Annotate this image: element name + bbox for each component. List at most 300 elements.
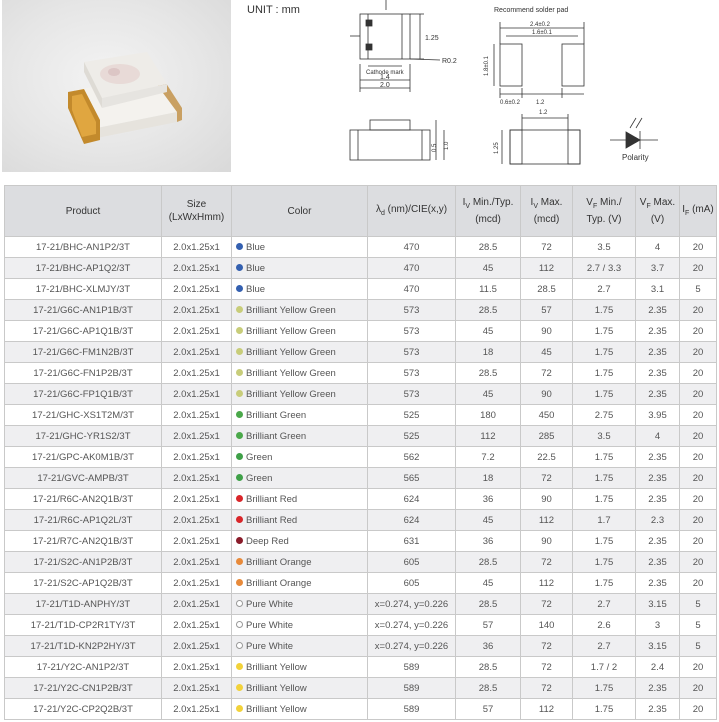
- dim-2-0: 2.0: [380, 82, 390, 89]
- cell-iv-min-typ: 57: [456, 615, 521, 636]
- cell-vf-max: 2.35: [636, 363, 680, 384]
- cell-product: 17-21/Y2C-CP2Q2B/3T: [5, 699, 162, 720]
- table-row: [5, 405, 717, 426]
- cell-iv-max: 72: [521, 636, 573, 657]
- cell-color: [232, 237, 368, 258]
- dim-1-4: 1.4: [380, 74, 390, 81]
- cell-iv-max: 90: [521, 489, 573, 510]
- color-label: Brilliant Green: [246, 409, 307, 421]
- color-dot-icon: [236, 537, 243, 544]
- cell-product: 17-21/GHC-YR1S2/3T: [5, 426, 162, 447]
- cell-wavelength: 525: [368, 426, 456, 447]
- cell-wavelength: 573: [368, 300, 456, 321]
- color-label: Deep Red: [246, 535, 289, 547]
- cell-iv-max: 90: [521, 531, 573, 552]
- cell-wavelength: 573: [368, 384, 456, 405]
- cell-vf-min-typ: 2.75: [573, 405, 636, 426]
- cell-size: 2.0x1.25x1: [162, 657, 232, 678]
- table-row: [5, 342, 717, 363]
- cell-iv-min-typ: 45: [456, 510, 521, 531]
- cell-size: 2.0x1.25x1: [162, 258, 232, 279]
- cell-iv-min-typ: 28.5: [456, 363, 521, 384]
- cell-iv-min-typ: 45: [456, 321, 521, 342]
- cell-vf-min-typ: 1.75: [573, 321, 636, 342]
- header-color: Color: [232, 186, 368, 237]
- cell-vf-max: 2.35: [636, 552, 680, 573]
- cell-wavelength: 573: [368, 363, 456, 384]
- cell-iv-max: 28.5: [521, 279, 573, 300]
- cell-product: 17-21/S2C-AP1Q2B/3T: [5, 573, 162, 594]
- cell-if: 20: [680, 468, 717, 489]
- cell-iv-min-typ: 112: [456, 426, 521, 447]
- cell-iv-min-typ: 36: [456, 489, 521, 510]
- cell-product: 17-21/Y2C-CN1P2B/3T: [5, 678, 162, 699]
- cell-vf-max: 2.35: [636, 489, 680, 510]
- cell-vf-min-typ: 1.75: [573, 489, 636, 510]
- table-row: [5, 279, 717, 300]
- cell-iv-min-typ: 7.2: [456, 447, 521, 468]
- cell-vf-max: 2.35: [636, 447, 680, 468]
- cell-color: [232, 426, 368, 447]
- color-label: Blue: [246, 283, 266, 295]
- dim-1-8: 1.8±0.1: [484, 56, 490, 76]
- color-label: Brilliant Yellow Green: [246, 346, 336, 358]
- cell-color: [232, 552, 368, 573]
- cell-iv-min-typ: 11.5: [456, 279, 521, 300]
- dim-2-4: 2.4±0.2: [530, 22, 550, 28]
- cell-iv-min-typ: 28.5: [456, 552, 521, 573]
- cell-vf-min-typ: 2.7: [573, 636, 636, 657]
- cell-wavelength: 470: [368, 279, 456, 300]
- cell-color: [232, 573, 368, 594]
- color-label: Brilliant Yellow: [246, 703, 307, 715]
- table-row: [5, 447, 717, 468]
- recommend-solder-pad-label: Recommend solder pad: [494, 7, 569, 14]
- cell-iv-min-typ: 28.5: [456, 657, 521, 678]
- cell-iv-max: 112: [521, 510, 573, 531]
- color-label: Brilliant Yellow Green: [246, 388, 336, 400]
- cell-iv-max: 112: [521, 573, 573, 594]
- header-vf-min-typ: $V_F$ Min./ Typ. (V): [573, 186, 636, 237]
- table-row: [5, 636, 717, 657]
- cell-iv-min-typ: 36: [456, 636, 521, 657]
- table-row: [5, 552, 717, 573]
- cell-vf-max: 2.35: [636, 384, 680, 405]
- cell-size: 2.0x1.25x1: [162, 699, 232, 720]
- color-label: Pure White: [246, 619, 293, 631]
- cell-if: 20: [680, 531, 717, 552]
- color-dot-icon: [236, 348, 243, 355]
- cell-iv-min-typ: 45: [456, 573, 521, 594]
- color-dot-icon: [236, 558, 243, 565]
- cell-wavelength: 605: [368, 552, 456, 573]
- cell-product: 17-21/BHC-XLMJY/3T: [5, 279, 162, 300]
- color-label: Pure White: [246, 598, 293, 610]
- cell-color: [232, 699, 368, 720]
- color-label: Brilliant Green: [246, 430, 307, 442]
- cell-vf-min-typ: 1.75: [573, 573, 636, 594]
- cell-wavelength: 573: [368, 321, 456, 342]
- table-row: [5, 531, 717, 552]
- cell-vf-max: 2.3: [636, 510, 680, 531]
- cell-vf-min-typ: 1.75: [573, 678, 636, 699]
- cell-product: 17-21/GVC-AMPB/3T: [5, 468, 162, 489]
- color-label: Brilliant Orange: [246, 556, 312, 568]
- cell-iv-min-typ: 180: [456, 405, 521, 426]
- cell-size: 2.0x1.25x1: [162, 573, 232, 594]
- color-label: Brilliant Orange: [246, 577, 312, 589]
- cell-iv-max: 45: [521, 342, 573, 363]
- cell-color: [232, 405, 368, 426]
- cell-product: 17-21/G6C-FM1N2B/3T: [5, 342, 162, 363]
- cell-wavelength: 589: [368, 678, 456, 699]
- cell-if: 20: [680, 510, 717, 531]
- table-row: [5, 510, 717, 531]
- color-dot-icon: [236, 642, 243, 649]
- cell-vf-min-typ: 1.75: [573, 552, 636, 573]
- cell-color: [232, 279, 368, 300]
- cell-vf-min-typ: 1.7 / 2: [573, 657, 636, 678]
- cell-iv-min-typ: 57: [456, 699, 521, 720]
- header-size: Size (LxWxHmm): [162, 186, 232, 237]
- header-iv-max: $I_V$ Max. (mcd): [521, 186, 573, 237]
- cell-if: 20: [680, 384, 717, 405]
- cell-iv-max: 72: [521, 552, 573, 573]
- cell-iv-max: 450: [521, 405, 573, 426]
- cell-iv-max: 72: [521, 363, 573, 384]
- cell-iv-max: 90: [521, 321, 573, 342]
- cell-vf-max: 2.35: [636, 678, 680, 699]
- cell-vf-max: 2.4: [636, 657, 680, 678]
- cell-iv-min-typ: 18: [456, 342, 521, 363]
- dim-r02: R0.2: [442, 58, 457, 65]
- cell-product: 17-21/G6C-AP1Q1B/3T: [5, 321, 162, 342]
- cell-vf-min-typ: 1.75: [573, 531, 636, 552]
- dim-0-5: 0.5: [432, 143, 438, 152]
- cell-vf-max: 2.35: [636, 699, 680, 720]
- color-label: Green: [246, 451, 273, 463]
- cell-vf-min-typ: 1.75: [573, 300, 636, 321]
- cell-color: [232, 615, 368, 636]
- cell-color: [232, 678, 368, 699]
- cell-product: 17-21/R6C-AN2Q1B/3T: [5, 489, 162, 510]
- cell-size: 2.0x1.25x1: [162, 636, 232, 657]
- cell-wavelength: 589: [368, 657, 456, 678]
- color-label: Pure White: [246, 640, 293, 652]
- cell-if: 5: [680, 615, 717, 636]
- cell-if: 20: [680, 699, 717, 720]
- table-row: [5, 594, 717, 615]
- dim-1-6: 1.6±0.1: [532, 30, 552, 36]
- color-dot-icon: [236, 453, 243, 460]
- table-row: [5, 699, 717, 720]
- cell-size: 2.0x1.25x1: [162, 531, 232, 552]
- cell-product: 17-21/GPC-AK0M1B/3T: [5, 447, 162, 468]
- cell-wavelength: 624: [368, 489, 456, 510]
- cell-size: 2.0x1.25x1: [162, 426, 232, 447]
- cell-vf-max: 3: [636, 615, 680, 636]
- color-dot-icon: [236, 621, 243, 628]
- cell-vf-max: 3.15: [636, 594, 680, 615]
- cell-vf-max: 3.7: [636, 258, 680, 279]
- cell-iv-max: 72: [521, 678, 573, 699]
- table-row: [5, 237, 717, 258]
- cell-if: 20: [680, 363, 717, 384]
- cell-vf-max: 2.35: [636, 468, 680, 489]
- cell-product: 17-21/R6C-AP1Q2L/3T: [5, 510, 162, 531]
- cell-color: [232, 657, 368, 678]
- cell-if: 20: [680, 300, 717, 321]
- cell-color: [232, 594, 368, 615]
- cell-color: [232, 531, 368, 552]
- cell-vf-max: 2.35: [636, 300, 680, 321]
- cell-color: [232, 510, 368, 531]
- cell-iv-min-typ: 28.5: [456, 678, 521, 699]
- table-row: [5, 426, 717, 447]
- cell-if: 20: [680, 237, 717, 258]
- smd-led-illustration: [2, 0, 231, 172]
- color-dot-icon: [236, 306, 243, 313]
- cell-if: 20: [680, 678, 717, 699]
- color-dot-icon: [236, 495, 243, 502]
- header-if: $I_F$ (mA): [680, 186, 717, 237]
- color-label: Brilliant Yellow: [246, 661, 307, 673]
- cell-vf-max: 4: [636, 237, 680, 258]
- dim-1-0: 1.0: [444, 141, 450, 150]
- cell-if: 20: [680, 342, 717, 363]
- cell-size: 2.0x1.25x1: [162, 489, 232, 510]
- cell-iv-max: 285: [521, 426, 573, 447]
- table-row: [5, 678, 717, 699]
- cell-vf-max: 3.15: [636, 636, 680, 657]
- dim-0-6: 0.6±0.2: [500, 100, 520, 106]
- cell-vf-min-typ: 1.75: [573, 699, 636, 720]
- cell-size: 2.0x1.25x1: [162, 300, 232, 321]
- cell-if: 20: [680, 489, 717, 510]
- cell-vf-min-typ: 2.6: [573, 615, 636, 636]
- cell-vf-max: 2.35: [636, 573, 680, 594]
- color-label: Brilliant Red: [246, 493, 298, 505]
- cell-iv-max: 22.5: [521, 447, 573, 468]
- cell-vf-min-typ: 1.75: [573, 342, 636, 363]
- cell-iv-min-typ: 45: [456, 384, 521, 405]
- table-row: [5, 657, 717, 678]
- dim-1-2-bottom: 1.2: [539, 110, 548, 116]
- header-wavelength: $\lambda_d$ (nm)/CIE(x,y): [368, 186, 456, 237]
- cell-if: 20: [680, 405, 717, 426]
- cell-iv-max: 72: [521, 594, 573, 615]
- cell-wavelength: 631: [368, 531, 456, 552]
- cell-if: 20: [680, 552, 717, 573]
- cell-iv-min-typ: 36: [456, 531, 521, 552]
- color-label: Brilliant Yellow Green: [246, 304, 336, 316]
- table-row: [5, 615, 717, 636]
- cell-wavelength: 565: [368, 468, 456, 489]
- cell-wavelength: 573: [368, 342, 456, 363]
- cell-wavelength: 525: [368, 405, 456, 426]
- dim-1-25-bottom: 1.25: [494, 142, 500, 154]
- cell-color: [232, 342, 368, 363]
- table-row: [5, 489, 717, 510]
- cell-size: 2.0x1.25x1: [162, 279, 232, 300]
- color-label: Brilliant Yellow: [246, 682, 307, 694]
- cell-wavelength: 605: [368, 573, 456, 594]
- cell-color: [232, 489, 368, 510]
- cell-size: 2.0x1.25x1: [162, 384, 232, 405]
- cell-if: 20: [680, 321, 717, 342]
- color-dot-icon: [236, 285, 243, 292]
- cell-product: 17-21/G6C-FP1Q1B/3T: [5, 384, 162, 405]
- cell-iv-max: 112: [521, 699, 573, 720]
- table-row: [5, 300, 717, 321]
- color-dot-icon: [236, 411, 243, 418]
- cell-iv-min-typ: 28.5: [456, 237, 521, 258]
- cell-product: 17-21/S2C-AN1P2B/3T: [5, 552, 162, 573]
- cell-vf-min-typ: 1.75: [573, 363, 636, 384]
- cell-iv-max: 57: [521, 300, 573, 321]
- cell-size: 2.0x1.25x1: [162, 363, 232, 384]
- cell-vf-min-typ: 1.75: [573, 468, 636, 489]
- table-row: [5, 321, 717, 342]
- cell-product: 17-21/G6C-AN1P1B/3T: [5, 300, 162, 321]
- table-row: [5, 384, 717, 405]
- table-row: [5, 363, 717, 384]
- header-product: Product: [5, 186, 162, 237]
- cell-product: 17-21/T1D-ANPHY/3T: [5, 594, 162, 615]
- cell-vf-max: 2.35: [636, 321, 680, 342]
- cell-if: 20: [680, 657, 717, 678]
- cell-wavelength: 470: [368, 258, 456, 279]
- cell-color: [232, 363, 368, 384]
- color-dot-icon: [236, 705, 243, 712]
- cell-color: [232, 321, 368, 342]
- color-label: Brilliant Yellow Green: [246, 325, 336, 337]
- dim-1-25: 1.25: [425, 35, 439, 42]
- cell-if: 5: [680, 279, 717, 300]
- color-dot-icon: [236, 369, 243, 376]
- color-dot-icon: [236, 663, 243, 670]
- color-dot-icon: [236, 243, 243, 250]
- color-dot-icon: [236, 390, 243, 397]
- color-label: Blue: [246, 241, 266, 253]
- cell-iv-max: 72: [521, 657, 573, 678]
- header-iv-min-typ: $I_V$ Min./Typ. (mcd): [456, 186, 521, 237]
- cell-iv-max: 112: [521, 258, 573, 279]
- dim-1-2-pad: 1.2: [536, 100, 545, 106]
- header-vf-max: $V_F$ Max. (V): [636, 186, 680, 237]
- color-dot-icon: [236, 579, 243, 586]
- cell-size: 2.0x1.25x1: [162, 468, 232, 489]
- color-dot-icon: [236, 516, 243, 523]
- mechanical-drawings: [330, 0, 719, 176]
- cell-color: [232, 384, 368, 405]
- polarity-label: Polarity: [622, 153, 649, 162]
- product-table: [4, 185, 717, 720]
- unit-label: UNIT : mm: [247, 4, 300, 16]
- cell-iv-max: 90: [521, 384, 573, 405]
- cell-vf-max: 3.95: [636, 405, 680, 426]
- color-label: Brilliant Red: [246, 514, 298, 526]
- cell-product: 17-21/GHC-XS1T2M/3T: [5, 405, 162, 426]
- color-dot-icon: [236, 474, 243, 481]
- color-label: Green: [246, 472, 273, 484]
- cell-vf-max: 2.35: [636, 342, 680, 363]
- cell-size: 2.0x1.25x1: [162, 510, 232, 531]
- cell-if: 5: [680, 594, 717, 615]
- cell-iv-min-typ: 28.5: [456, 300, 521, 321]
- cell-vf-min-typ: 3.5: [573, 237, 636, 258]
- color-dot-icon: [236, 432, 243, 439]
- cell-color: [232, 447, 368, 468]
- cell-product: 17-21/R7C-AN2Q1B/3T: [5, 531, 162, 552]
- table-row: [5, 468, 717, 489]
- cell-color: [232, 636, 368, 657]
- cell-size: 2.0x1.25x1: [162, 615, 232, 636]
- cell-color: [232, 258, 368, 279]
- cell-iv-min-typ: 18: [456, 468, 521, 489]
- cell-wavelength: x=0.274, y=0.226: [368, 615, 456, 636]
- cell-product: 17-21/BHC-AN1P2/3T: [5, 237, 162, 258]
- cell-product: 17-21/Y2C-AN1P2/3T: [5, 657, 162, 678]
- cell-if: 20: [680, 426, 717, 447]
- cell-size: 2.0x1.25x1: [162, 321, 232, 342]
- cell-product: 17-21/G6C-FN1P2B/3T: [5, 363, 162, 384]
- cell-if: 20: [680, 447, 717, 468]
- color-dot-icon: [236, 327, 243, 334]
- cell-wavelength: 589: [368, 699, 456, 720]
- cell-size: 2.0x1.25x1: [162, 678, 232, 699]
- cell-wavelength: x=0.274, y=0.226: [368, 636, 456, 657]
- cell-if: 5: [680, 636, 717, 657]
- led-product-photo: [2, 0, 231, 172]
- table-row: [5, 573, 717, 594]
- cell-size: 2.0x1.25x1: [162, 594, 232, 615]
- cell-product: 17-21/BHC-AP1Q2/3T: [5, 258, 162, 279]
- cell-product: 17-21/T1D-KN2P2HY/3T: [5, 636, 162, 657]
- cell-vf-min-typ: 1.75: [573, 447, 636, 468]
- cell-wavelength: x=0.274, y=0.226: [368, 594, 456, 615]
- color-dot-icon: [236, 264, 243, 271]
- cell-iv-max: 140: [521, 615, 573, 636]
- color-dot-icon: [236, 600, 243, 607]
- cell-size: 2.0x1.25x1: [162, 342, 232, 363]
- cell-iv-max: 72: [521, 237, 573, 258]
- cell-wavelength: 562: [368, 447, 456, 468]
- cell-vf-min-typ: 1.75: [573, 384, 636, 405]
- cell-wavelength: 624: [368, 510, 456, 531]
- table-row: [5, 258, 717, 279]
- cell-size: 2.0x1.25x1: [162, 552, 232, 573]
- cell-iv-max: 72: [521, 468, 573, 489]
- table-header-row: [5, 186, 717, 237]
- color-label: Blue: [246, 262, 266, 274]
- cell-vf-max: 4: [636, 426, 680, 447]
- cell-vf-max: 2.35: [636, 531, 680, 552]
- cell-iv-min-typ: 45: [456, 258, 521, 279]
- cell-iv-min-typ: 28.5: [456, 594, 521, 615]
- cell-if: 20: [680, 573, 717, 594]
- cell-vf-min-typ: 2.7: [573, 279, 636, 300]
- cell-vf-min-typ: 1.7: [573, 510, 636, 531]
- color-dot-icon: [236, 684, 243, 691]
- cell-color: [232, 468, 368, 489]
- cell-wavelength: 470: [368, 237, 456, 258]
- cell-size: 2.0x1.25x1: [162, 405, 232, 426]
- cell-vf-min-typ: 2.7 / 3.3: [573, 258, 636, 279]
- cell-vf-min-typ: 2.7: [573, 594, 636, 615]
- cell-size: 2.0x1.25x1: [162, 447, 232, 468]
- cathode-mark-label: Cathode mark: [366, 70, 404, 76]
